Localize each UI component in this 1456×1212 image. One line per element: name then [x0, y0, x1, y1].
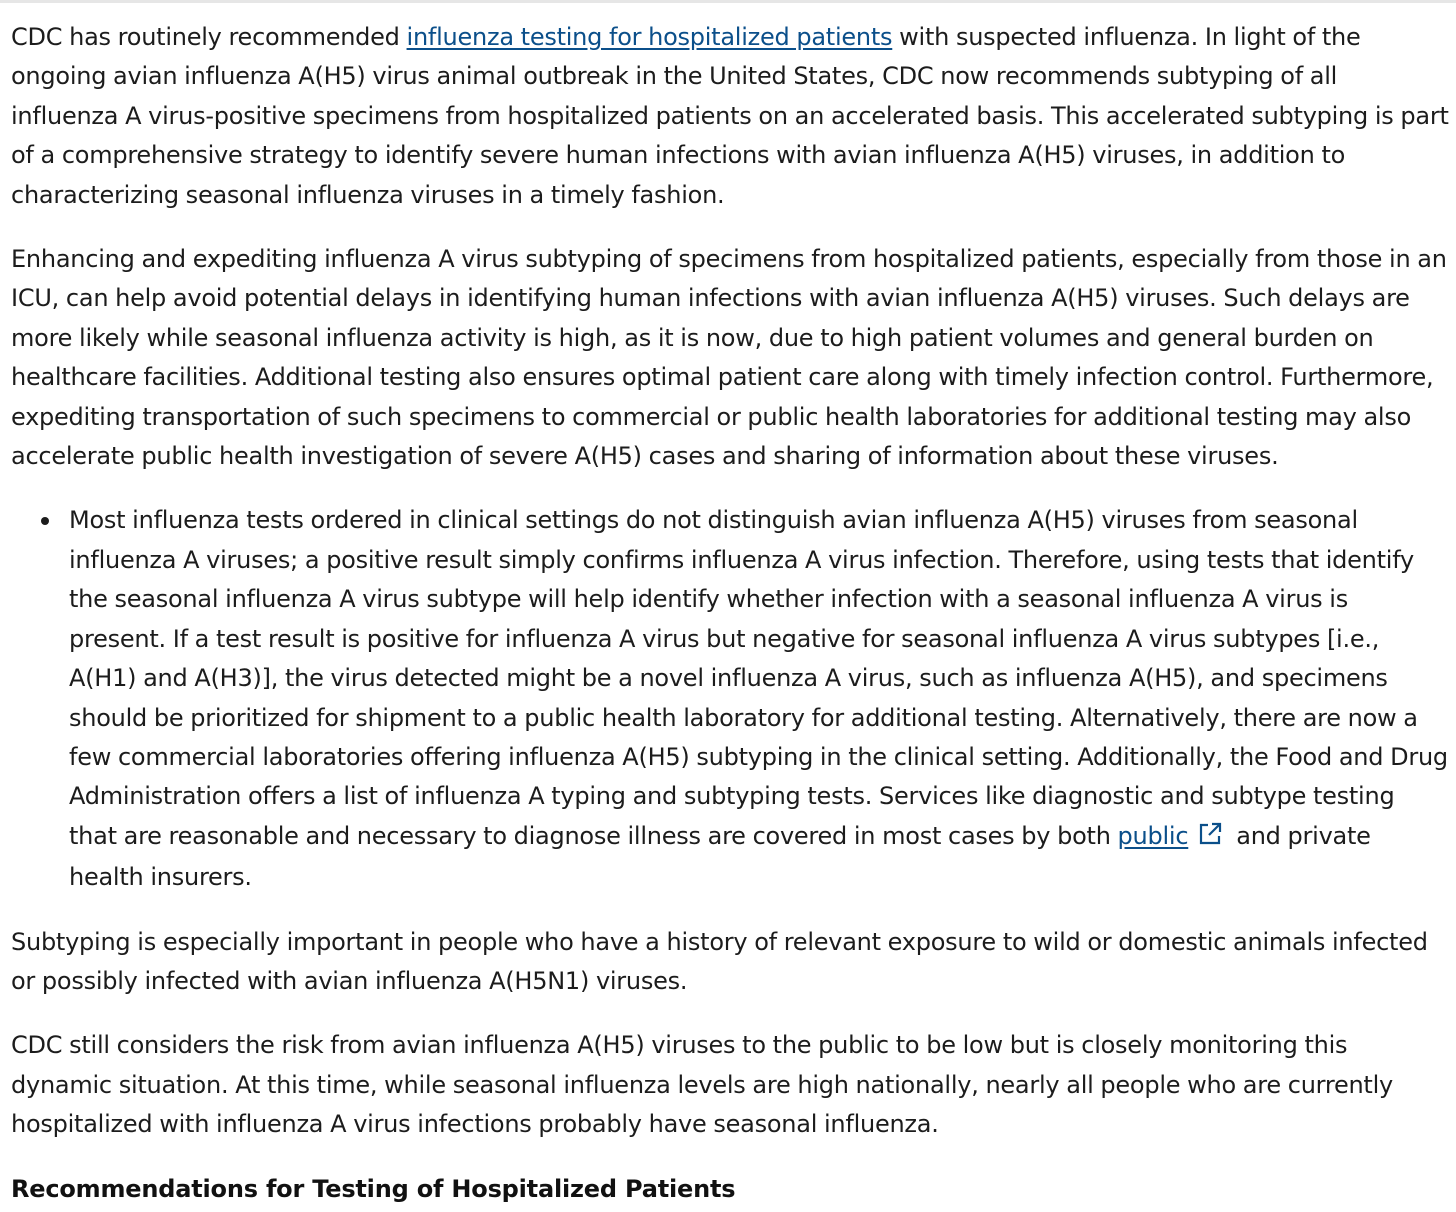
article-body — [11, 18, 1449, 1209]
bullet-dot — [41, 517, 49, 525]
paragraph-intro-text-end: with suspected influenza. In light of the ongoing avian influenza A(H5) virus animal outbreak in the United States, CDC now recommends subtyping of all influenza A virus-positive specimens from hospitalized patients on an accelerated basis. This accelerated subtyping is part of a comprehensive strategy to identify severe human infections with avian influenza A(H5) viruses, in addition to characterizing seasonal influenza viruses in a timely fashion. — [11, 23, 1449, 209]
paragraph-risk: CDC still considers the risk from avian influenza A(H5) viruses to the public to be low but is closely monitoring this dynamic situation. At this time, while seasonal influenza levels are high nationally, nearly all people who are currently hospitalized with influenza A virus infections probably have seasonal influenza. — [11, 1031, 1393, 1139]
external-link-icon[interactable] — [1198, 819, 1222, 858]
paragraph-intro — [11, 18, 1449, 215]
paragraph-intro-text-start: CDC has routinely recommended — [11, 23, 407, 51]
list-item-text-end: and private health insurers. — [69, 821, 1371, 892]
list-item-text-start: Most influenza tests ordered in clinical settings do not distinguish avian influenza A(H5) viruses from seasonal influenza A viruses; a positive result simply confirms influenza A virus infection. Therefore, using tests that identify the seasonal influenza A virus subtype will help identify whether infection with a seasonal influenza A virus is present. If a test result is positive for influenza A virus but negative for seasonal influenza A virus subtypes [i.e., A(H1) and A(H3)], the virus detected might be a novel influenza A virus, such as influenza A(H5), and specimens should be prioritized for shipment to a public health laboratory for additional testing. Alternatively, there are now a few commercial laboratories offering influenza A(H5) subtyping in the clinical setting. Additionally, the Food and Drug Administration offers a list of influenza A typing and subtyping tests. Services like diagnostic and subtype testing that are reasonable and necessary to diagnose illness are covered in most cases by both — [69, 506, 1448, 850]
top-divider — [0, 0, 1456, 3]
public-insurers-link[interactable]: public — [1117, 821, 1189, 850]
influenza-testing-link[interactable]: influenza testing for hospitalized patients — [406, 23, 893, 51]
section-heading: Recommendations for Testing of Hospitalized Patients — [11, 1174, 736, 1203]
paragraph-subtyping: Subtyping is especially important in people who have a history of relevant exposure to wild or domestic animals infected or possibly infected with avian influenza A(H5N1) viruses. — [11, 927, 1428, 995]
bullet-list — [11, 501, 1449, 897]
list-item — [69, 501, 1449, 897]
paragraph-expediting: Enhancing and expediting influenza A virus subtyping of specimens from hospitalized patients, especially from those in an ICU, can help avoid potential delays in identifying human infections with avian influenza A(H5) viruses. Such delays are more likely while seasonal influenza activity is high, as it is now, due to high patient volumes and general burden on healthcare facilities. Additional testing also ensures optimal patient care along with timely infection control. Furthermore, expediting transportation of such specimens to commercial or public health laboratories for additional testing may also accelerate public health investigation of severe A(H5) cases and sharing of information about these viruses. — [11, 245, 1447, 471]
